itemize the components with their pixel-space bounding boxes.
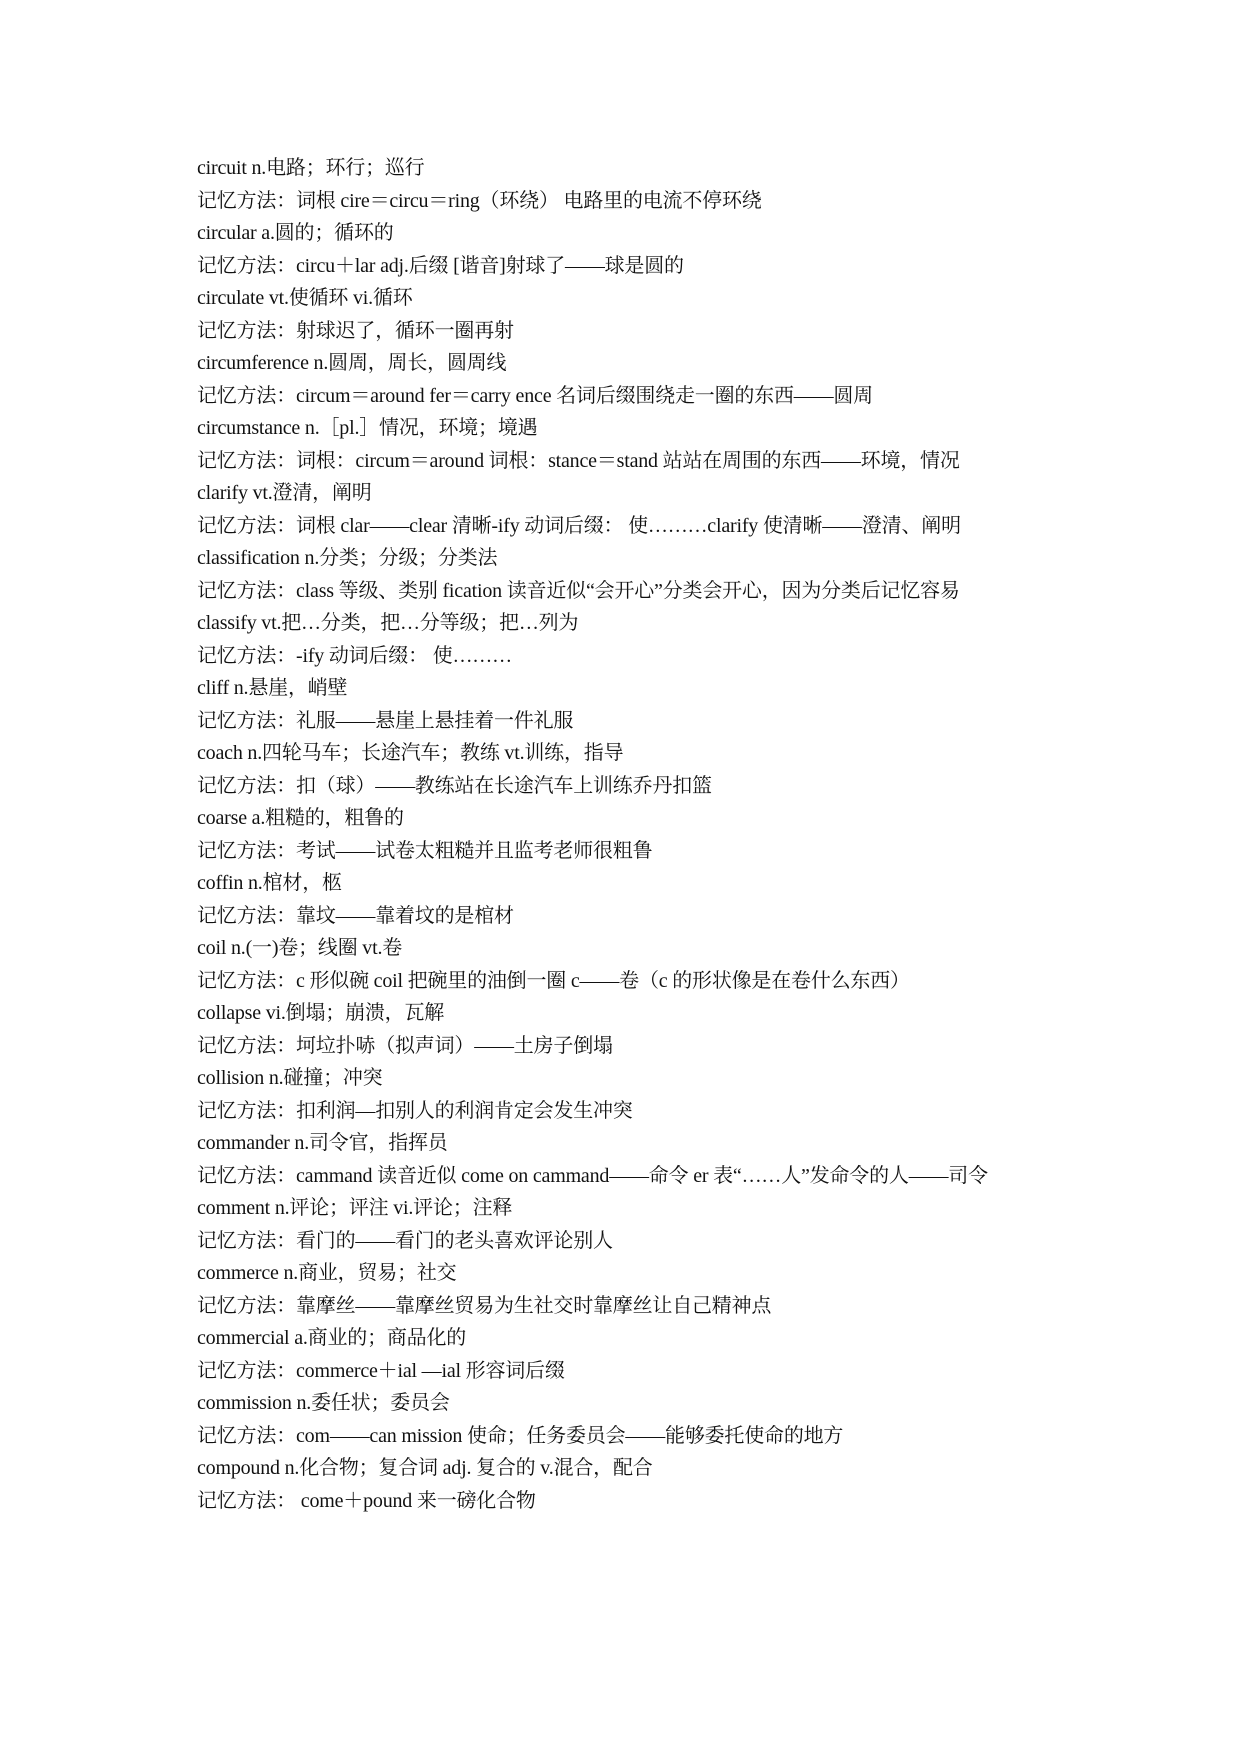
memory-method: 记忆方法：cammand 读音近似 come on cammand——命令 er 表“……人”发命令的人——司令: [197, 1164, 988, 1187]
memory-method: 记忆方法：扣利润—扣别人的利润肯定会发生冲突: [197, 1099, 633, 1122]
vocab-word: commander n.司令官，指挥员: [197, 1132, 448, 1154]
vocab-word: commission n.委任状；委员会: [197, 1392, 450, 1414]
memory-method: 记忆方法：circum＝around fer＝carry ence 名词后缀围绕走一圈的东西——圆周: [197, 384, 873, 407]
vocab-word: coffin n.棺材，柩: [197, 872, 342, 894]
memory-method: 记忆方法：c 形似碗 coil 把碗里的油倒一圈 c——卷（c 的形状像是在卷什么东西）: [197, 969, 910, 992]
memory-method: 记忆方法：靠摩丝——靠摩丝贸易为生社交时靠摩丝让自己精神点: [197, 1294, 772, 1317]
vocab-word: circuit n.电路；环行；巡行: [197, 157, 425, 179]
vocab-word: collision n.碰撞；冲突: [197, 1067, 383, 1089]
memory-method: 记忆方法：com——can mission 使命；任务委员会——能够委托使命的地方: [197, 1424, 844, 1447]
vocab-word: cliff n.悬崖，峭壁: [197, 677, 348, 699]
vocab-word: circumference n.圆周，周长，圆周线: [197, 352, 507, 374]
vocab-word: compound n.化合物；复合词 adj. 复合的 v.混合，配合: [197, 1457, 653, 1479]
memory-method: 记忆方法：词根 cire＝circu＝ring（环绕） 电路里的电流不停环绕: [197, 189, 762, 212]
memory-method: 记忆方法：词根 clar——clear 清晰-ify 动词后缀： 使………clarify 使清晰——澄清、阐明: [197, 514, 961, 537]
vocab-word: commerce n.商业，贸易；社交: [197, 1262, 457, 1284]
vocab-word: collapse vi.倒塌；崩溃，瓦解: [197, 1002, 445, 1024]
vocab-word: comment n.评论；评注 vi.评论；注释: [197, 1197, 513, 1219]
vocab-word: clarify vt.澄清，阐明: [197, 482, 372, 504]
vocab-word: commercial a.商业的；商品化的: [197, 1327, 467, 1349]
memory-method: 记忆方法：坷垃扑哧（拟声词）——土房子倒塌: [197, 1034, 613, 1057]
memory-method: 记忆方法：词根：circum＝around 词根：stance＝stand 站站在周围的东西——环境，情况: [197, 449, 960, 472]
memory-method: 记忆方法：扣（球）——教练站在长途汽车上训练乔丹扣篮: [197, 774, 712, 797]
vocab-word: circulate vt.使循环 vi.循环: [197, 287, 413, 309]
memory-method: 记忆方法：看门的——看门的老头喜欢评论别人: [197, 1229, 613, 1252]
memory-method: 记忆方法：靠坟——靠着坟的是棺材: [197, 904, 514, 927]
vocab-word: classification n.分类；分级；分类法: [197, 547, 498, 569]
vocab-word: circumstance n.［pl.］情况，环境；境遇: [197, 417, 538, 439]
memory-method: 记忆方法： come＋pound 来一磅化合物: [197, 1489, 536, 1512]
memory-method: 记忆方法：-ify 动词后缀： 使………: [197, 644, 512, 667]
memory-method: 记忆方法：礼服——悬崖上悬挂着一件礼服: [197, 709, 574, 732]
memory-method: 记忆方法：考试——试卷太粗糙并且监考老师很粗鲁: [197, 839, 653, 862]
document-page: [197, 152, 1067, 1517]
vocab-word: coil n.(一)卷；线圈 vt.卷: [197, 937, 403, 959]
memory-method: 记忆方法：commerce＋ial —ial 形容词后缀: [197, 1359, 565, 1382]
vocab-word: coach n.四轮马车；长途汽车；教练 vt.训练，指导: [197, 742, 624, 764]
vocab-word: circular a.圆的；循环的: [197, 222, 394, 244]
vocab-word: coarse a.粗糙的，粗鲁的: [197, 807, 404, 829]
memory-method: 记忆方法：射球迟了，循环一圈再射: [197, 319, 514, 342]
memory-method: 记忆方法：class 等级、类别 fication 读音近似“会开心”分类会开心，因为分类后记忆容易: [197, 579, 960, 602]
memory-method: 记忆方法：circu＋lar adj.后缀 [谐音]射球了——球是圆的: [197, 254, 684, 277]
vocab-word: classify vt.把…分类，把…分等级；把…列为: [197, 612, 579, 634]
